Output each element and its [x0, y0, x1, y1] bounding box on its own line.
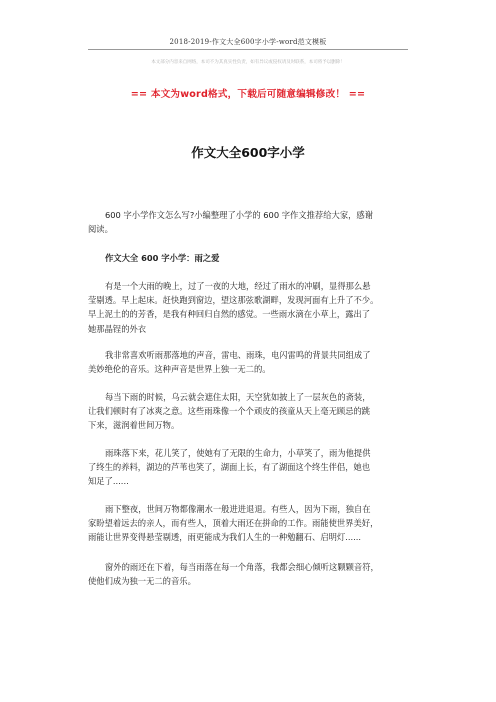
paragraph-line: 每当下雨的时候，乌云就会遮住太阳，天空犹如披上了一层灰色的斋装，: [105, 392, 371, 402]
paragraph-line: 美妙绝伦的音乐。这种声音是世界上独一无二的。: [88, 364, 271, 375]
paragraph-line: 使他们成为独一无二的音乐。: [88, 576, 196, 587]
paragraph-line: 家盼望着远去的亲人，而有些人，顶着大雨还在拼命的工作。雨能使世界美好，: [88, 518, 379, 529]
essay-paragraph: [88, 348, 408, 376]
essay-paragraph: [88, 390, 408, 433]
essay-paragraph: [88, 560, 408, 588]
paragraph-line: 让我们顿时有了冰爽之意。这些雨珠像一个个顽皮的孩童从天上毫无顾忌的跳: [88, 406, 371, 417]
edit-notice-banner: == 本文为word格式，下载后可随意编辑修改！ ==: [130, 89, 366, 100]
document-header: 2018-2019-作文大全600字小学-word范文模板: [169, 38, 327, 46]
essay-paragraph: [88, 502, 408, 545]
paragraph-line: 雨能让世界变得悬莹剔透，雨更能成为我们人生的一种勉翻石、启明灯......: [88, 532, 362, 543]
essay-paragraph: [88, 279, 408, 336]
paragraph-line: 雨下整夜，世间万物都像潮水一般进进退退。有些人，因为下雨，独自在: [105, 504, 371, 514]
paragraph-line: 我非常喜欢听雨那落地的声音，雷电、雨珠，电闪雷鸣的背景共同组成了: [105, 350, 371, 360]
subtitle-line: 作文大全 600 字小学：雨之爱: [105, 253, 220, 263]
paragraph-line: 窗外的雨还在下着，每当雨落在每一个角落，我都会细心倾听这颗颗音符，: [105, 562, 379, 572]
paragraph-line: 阅读。: [88, 224, 113, 235]
paragraph-line: 知足了......: [88, 476, 129, 487]
paragraph-line: 早上泥土的的芳香，是我有种回归自然的感觉。一些雨水滴在小草上，露出了: [88, 309, 371, 320]
paragraph-line: 雨珠落下来，花儿笑了，使她有了无限的生命力，小草笑了，雨为他提供: [105, 448, 371, 458]
paragraph-line: 600 字小学作文怎么写?小编整理了小学的 600 字作文推荐给大家，感谢: [105, 210, 374, 220]
paragraph-line: 她那晶锃的外衣: [88, 323, 147, 334]
header-divider: [88, 49, 408, 50]
essay-subtitle: [88, 251, 408, 265]
paragraph-line: 莹剔透。早上起床。赶快跑到窗边，望这那弦歌湖畔，发现河面有上升了不少。: [88, 295, 379, 306]
essay-paragraph: [88, 446, 408, 489]
paragraph-line: 下来，滋润着世间万物。: [88, 420, 180, 431]
paragraph-line: 了终生的养料，湖边的芦苇也笑了，湖面上长，有了湖面这个终生伴侣，她也: [88, 462, 371, 473]
disclaimer-text: 本文部分内容来自网络，本司不为其真实性负责，如有异议或侵权请及时联系，本司将予以删除！: [151, 60, 345, 65]
intro-paragraph: [88, 208, 408, 236]
page-title: 作文大全600字小学: [191, 145, 305, 160]
paragraph-line: 有是一个大雨的晚上，过了一夜的大地，经过了雨水的冲刷，显得那么悬: [105, 281, 371, 291]
